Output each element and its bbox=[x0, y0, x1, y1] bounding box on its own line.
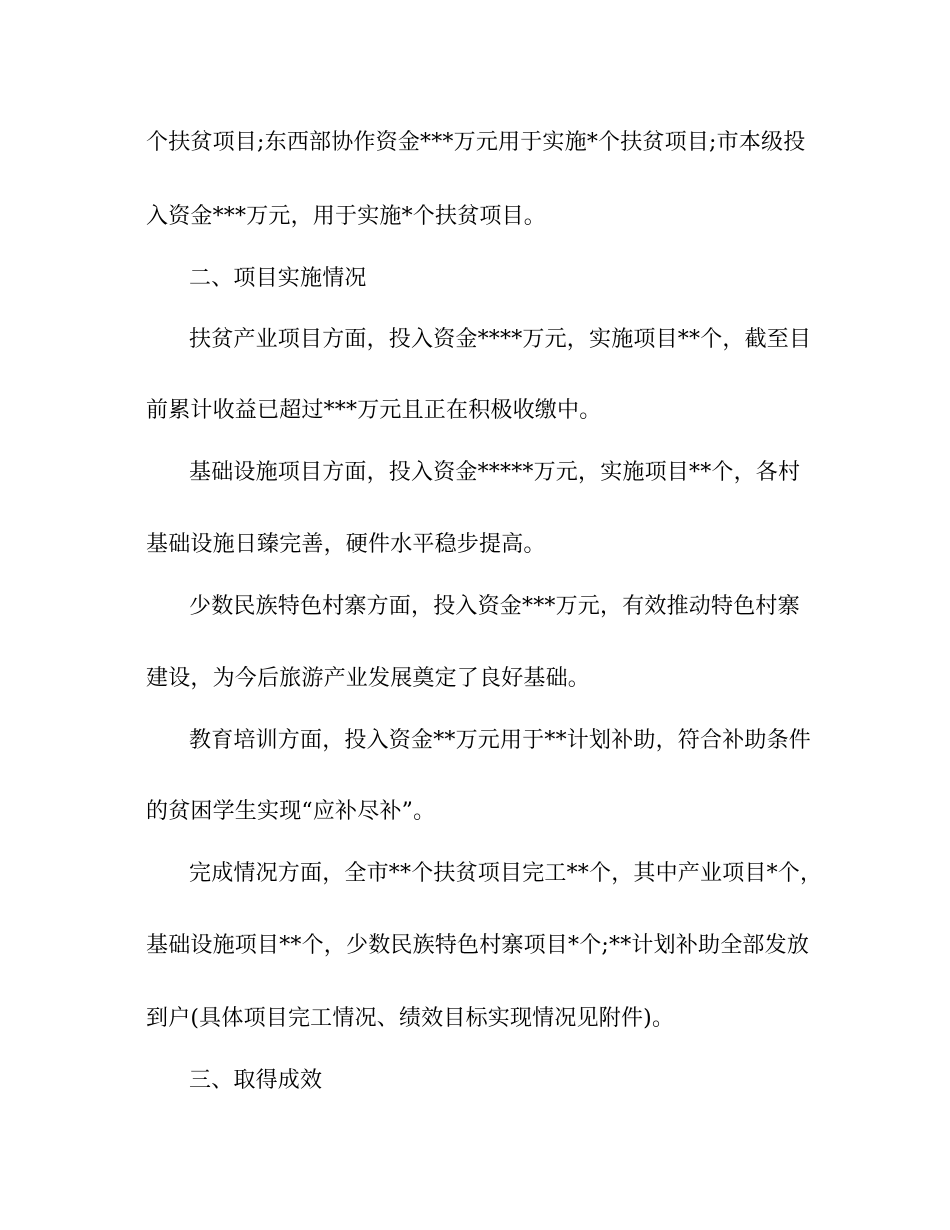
text-line: 个扶贫项目;东西部协作资金***万元用于实施*个扶贫项目;市本级投 bbox=[146, 130, 806, 155]
text-line: 前累计收益已超过***万元且正在积极收缴中。 bbox=[146, 398, 602, 423]
text-line: 少数民族特色村寨方面，投入资金***万元，有效推动特色村寨 bbox=[189, 594, 800, 619]
text-line: 基础设施项目方面，投入资金*****万元，实施项目**个，各村 bbox=[189, 460, 801, 485]
section-heading: 三、取得成效 bbox=[189, 1068, 323, 1093]
text-line: 到户(具体项目完工情况、绩效目标实现情况见附件)。 bbox=[146, 1006, 675, 1031]
text-line: 基础设施项目**个，少数民族特色村寨项目*个;**计划补助全部发放 bbox=[146, 933, 810, 958]
text-line: 建设，为今后旅游产业发展奠定了良好基础。 bbox=[146, 666, 591, 691]
text-line: 基础设施日臻完善，硬件水平稳步提高。 bbox=[146, 532, 546, 557]
text-line: 的贫困学生实现“应补尽补”。 bbox=[146, 799, 436, 824]
text-line: 教育培训方面，投入资金**万元用于**计划补助，符合补助条件 bbox=[189, 728, 812, 753]
section-heading: 二、项目实施情况 bbox=[189, 266, 367, 291]
text-line: 扶贫产业项目方面，投入资金****万元，实施项目**个，截至目 bbox=[189, 327, 812, 352]
text-line: 完成情况方面，全市**个扶贫项目完工**个，其中产业项目*个， bbox=[189, 861, 823, 886]
text-line: 入资金***万元，用于实施*个扶贫项目。 bbox=[146, 204, 547, 229]
